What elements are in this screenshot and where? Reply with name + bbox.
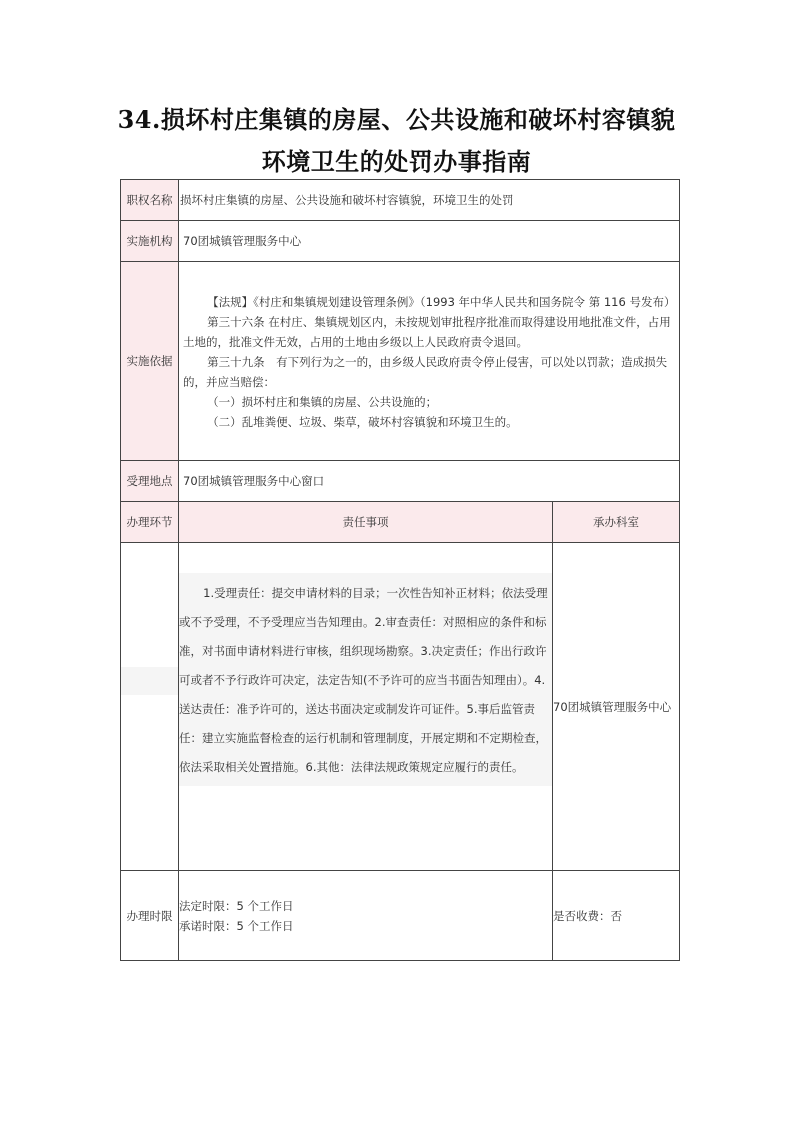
process-duty-text: 1.受理责任：提交申请材料的目录；一次性告知补正材料；依法受理或不予受理，不予受理应当告知理由。2.审查责任：对照相应的条件和标准，对书面申请材料进行审核，组织现场勘察。3.决定责任；作出行政许可或者不予行政许可决定，法定告知(不予许可的应当书面告知理由）。4.送达责任：准予许可的，送达书面决定或制发许可证件。5.事后监管责任：建立实施监督检查的运行机制和管理制度，开展定期和不定期检查，依法采取相关处置措施。6.其他：法律法规政策规定应履行的责任。 [179,586,548,774]
row-authority-name [121,180,680,221]
agency-value: 70团城镇管理服务中心 [179,221,680,262]
location-label: 受理地点 [121,461,179,502]
fee-status: 是否收费：否 [553,871,680,961]
process-dept: 70团城镇管理服务中心 [553,543,680,871]
basis-regulation: 【法规】《村庄和集镇规划建设管理条例》（1993 年中华人民共和国务院令 第 116 号发布） [207,295,676,309]
header-duty: 责任事项 [179,502,553,543]
page-title-line-2: 环境卫生的处罚办事指南 [261,147,532,176]
row-basis [121,262,680,461]
promised-time-limit: 承诺时限：5 个工作日 [179,918,294,933]
basis-article-36: 第三十六条 在村庄、集镇规划区内，未按规划审批程序批准而取得建设用地批准文件，占用土地的，批准文件无效，占用的土地由乡级以上人民政府责令退回。 [183,315,671,349]
time-limit-values [179,871,553,961]
basis-content [179,262,680,461]
row-process [121,543,680,871]
basis-item-1: （一）损坏村庄和集镇的房屋、公共设施的； [207,395,438,409]
service-guide-table [120,179,680,961]
row-agency [121,221,680,262]
row-location [121,461,680,502]
process-step-shade [121,667,178,695]
authority-name-value: 损坏村庄集镇的房屋、公共设施和破坏村容镇貌，环境卫生的处罚 [179,180,680,221]
time-limit-label: 办理时限 [121,871,179,961]
basis-label: 实施依据 [121,262,179,461]
row-time-limit [121,871,680,961]
process-step-cell [121,543,179,871]
header-step: 办理环节 [121,502,179,543]
row-header [121,502,680,543]
location-value: 70团城镇管理服务中心窗口 [179,461,680,502]
agency-label: 实施机构 [121,221,179,262]
basis-item-2: （二）乱堆粪便、垃圾、柴草，破坏村容镇貌和环境卫生的。 [207,415,518,429]
authority-name-label: 职权名称 [121,180,179,221]
header-dept: 承办科室 [553,502,680,543]
page-title-line-1: 34.损坏村庄集镇的房屋、公共设施和破坏村容镇貌 [117,105,676,134]
process-duty-cell [179,543,553,871]
basis-article-39: 第三十九条 有下列行为之一的，由乡级人民政府责令停止侵害，可以处以罚款；造成损失的，并应当赔偿： [183,355,668,389]
legal-time-limit: 法定时限：5 个工作日 [179,898,294,913]
